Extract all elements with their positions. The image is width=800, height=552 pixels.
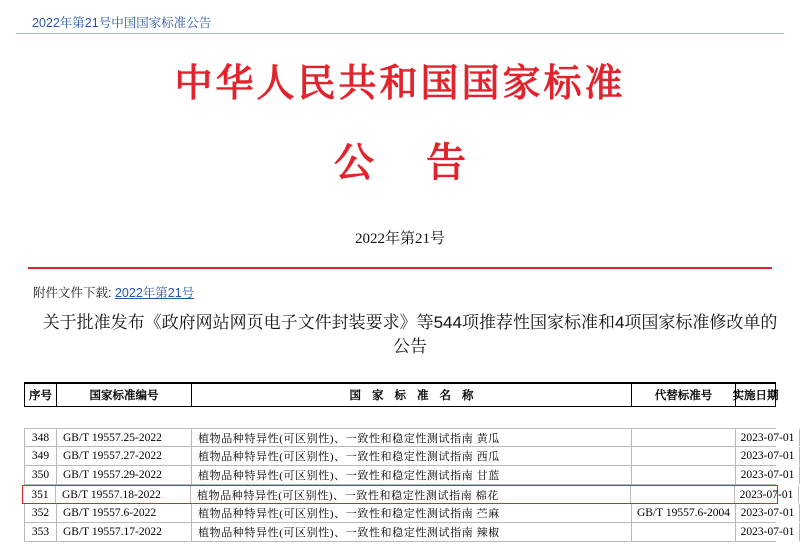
breadcrumb[interactable]: 2022年第21号中国国家标准公告 bbox=[32, 16, 212, 30]
row-seq: 352 bbox=[24, 504, 57, 522]
table-row bbox=[24, 428, 795, 447]
header-name: 国家标准名称 bbox=[192, 384, 632, 406]
row-name: 植物品种特异性(可区别性)、一致性和稳定性测试指南 黄瓜 bbox=[192, 429, 632, 446]
table-row bbox=[24, 447, 795, 466]
document-heading: 关于批准发布《政府网站网页电子文件封装要求》等544项推荐性国家标准和4项国家标准修改单的公告 bbox=[42, 313, 778, 356]
row-seq: 353 bbox=[24, 523, 57, 541]
table-row bbox=[24, 504, 795, 523]
row-code: GB/T 19557.17-2022 bbox=[57, 523, 192, 541]
announcement-title: 公告 bbox=[334, 140, 518, 185]
attachment-download-link[interactable]: 2022年第21号 bbox=[114, 286, 195, 300]
standards-table bbox=[24, 428, 795, 542]
row-date: 2023-07-01 bbox=[736, 447, 800, 465]
row-date: 2023-07-01 bbox=[736, 466, 800, 484]
page-title: 中华人民共和国国家标准 bbox=[174, 63, 626, 105]
row-code: GB/T 19557.18-2022 bbox=[56, 486, 191, 503]
table-row-highlighted bbox=[22, 485, 794, 504]
row-seq: 348 bbox=[24, 429, 57, 446]
breadcrumb-divider bbox=[16, 33, 784, 34]
row-code: GB/T 19557.25-2022 bbox=[57, 429, 192, 446]
issue-number: 2022年第21号 bbox=[354, 231, 445, 247]
attachment-line bbox=[33, 283, 194, 301]
row-replaces bbox=[632, 466, 736, 484]
row-name: 植物品种特异性(可区别性)、一致性和稳定性测试指南 辣椒 bbox=[192, 523, 632, 541]
row-date: 2023-07-01 bbox=[735, 486, 799, 503]
table-row bbox=[24, 466, 795, 485]
row-date: 2023-07-01 bbox=[736, 504, 800, 522]
row-name: 植物品种特异性(可区别性)、一致性和稳定性测试指南 苎麻 bbox=[192, 504, 632, 522]
header-date: 实施日期 bbox=[736, 384, 776, 406]
header-replaces: 代替标准号 bbox=[632, 384, 736, 406]
row-replaces bbox=[632, 447, 736, 465]
row-seq: 351 bbox=[23, 486, 56, 503]
attachment-label: 附件文件下载: bbox=[33, 286, 112, 300]
table-header-rule bbox=[24, 406, 776, 407]
header-code: 国家标准编号 bbox=[57, 384, 192, 406]
row-name: 植物品种特异性(可区别性)、一致性和稳定性测试指南 棉花 bbox=[191, 486, 631, 503]
row-seq: 350 bbox=[24, 466, 57, 484]
row-replaces bbox=[632, 429, 736, 446]
row-name: 植物品种特异性(可区别性)、一致性和稳定性测试指南 甘蓝 bbox=[192, 466, 632, 484]
row-date: 2023-07-01 bbox=[736, 429, 800, 446]
red-divider bbox=[28, 267, 772, 269]
row-code: GB/T 19557.27-2022 bbox=[57, 447, 192, 465]
row-date: 2023-07-01 bbox=[736, 523, 800, 541]
row-code: GB/T 19557.29-2022 bbox=[57, 466, 192, 484]
table-row bbox=[24, 523, 795, 542]
row-replaces: GB/T 19557.6-2004 bbox=[632, 504, 736, 522]
row-name: 植物品种特异性(可区别性)、一致性和稳定性测试指南 西瓜 bbox=[192, 447, 632, 465]
table-header bbox=[24, 384, 779, 406]
row-replaces bbox=[632, 523, 736, 541]
row-replaces bbox=[631, 486, 735, 503]
row-seq: 349 bbox=[24, 447, 57, 465]
header-seq: 序号 bbox=[24, 384, 57, 406]
row-code: GB/T 19557.6-2022 bbox=[57, 504, 192, 522]
